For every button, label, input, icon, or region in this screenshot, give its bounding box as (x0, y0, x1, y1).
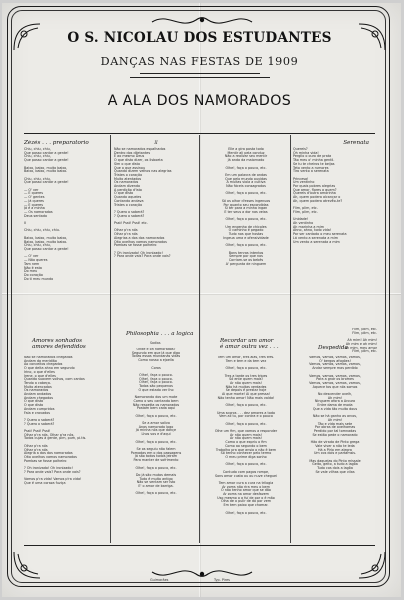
verse-line: Por quanto seu escondidas (223, 202, 269, 207)
verse-line: Flim, plim, etc. (293, 209, 318, 214)
verse-line: Muito atencados (24, 384, 52, 389)
verse-line: Que é uma coraza fuziça (24, 480, 66, 485)
verse-line: Em tem paixo que chamar. (223, 503, 269, 508)
verse-line: Irene, o que d'elles (24, 373, 56, 378)
verse-line: Vem ali tu, por contra e o pouco (219, 414, 273, 419)
verse-line: Mentir ali pela conduz (227, 150, 265, 155)
verse-line: Olhe!, faça o pouco, etc. (135, 439, 177, 444)
verse-line: Não tenho amor! Não mais valda! (217, 395, 275, 400)
verse-line: Trabalho pra que ansia o não é bem (215, 447, 277, 452)
verse-line: Olha de o pulir de do por vem (220, 499, 272, 504)
verse-line: No descender ovelh, (317, 392, 353, 397)
verse-line: Unidade! (293, 217, 309, 222)
verse-line: Já anda da maiornado (227, 158, 265, 163)
verse-line: Só tenho conhecer pelo termo (220, 451, 272, 456)
lower-left-heading: Amores sonhados amores defendidos (32, 338, 86, 351)
verse-line: Que posso cantar a gente! (24, 158, 69, 163)
verse-line: O que estado ver lho (138, 387, 174, 392)
lower-right-heading: Recordar um amor é amar outra vez . . . (220, 338, 279, 351)
verse-line: Ó não tenho amor que se dão (221, 488, 271, 493)
verse-line: Por obras de ovelhamas (314, 425, 356, 430)
verse-line: Não se namorados chegados (24, 356, 73, 359)
verse-line: Postam bem cada aqui (136, 406, 176, 411)
verse-line: Olhar p'ra nós (114, 232, 138, 237)
column-4-lines (293, 148, 377, 244)
lower-mid-heading: Philosophia . . . a logica (126, 331, 194, 337)
verse-line: Ar não quem mais! (230, 380, 262, 385)
verse-line: Os namorados (114, 180, 139, 185)
section-title: A ALA DOS NAMORADOS (107, 93, 292, 109)
verse-line: Muito atentados (114, 176, 142, 181)
verse-line: O que disto (114, 191, 134, 196)
verse-line: — O' ver (24, 254, 39, 259)
verse-line: Vamos, vamos, vamos, vamos, (309, 373, 361, 378)
verse-line: Ah marinha a mim (293, 224, 324, 229)
verse-line: Que pelo mundo ouvidas (225, 176, 267, 181)
verse-line: Alegria a dos dos namorados (24, 451, 73, 456)
column-1-lines (24, 148, 108, 281)
verse-line: Tudo cos dois a lagôa (317, 466, 353, 471)
verse-line: II (24, 221, 26, 226)
verse-line: Que o que assinou (114, 165, 146, 170)
verse-line: Teto vento a rumores (293, 165, 329, 170)
verse-line: Andam dizendo (114, 184, 141, 189)
verse-line: Uma scoros . . . dez amores a todo (216, 410, 276, 415)
verse-line: ? Para onde vais? Para onde vais? (114, 254, 171, 259)
verse-line: Não fáceis consagrados (226, 184, 266, 189)
verse-line: Quando suavem volhos, com cantos (24, 377, 85, 382)
column-separator-2 (199, 135, 200, 543)
verse-line: Não respetta os namorados (132, 402, 180, 407)
verse-line: Vamos, vamos, vamos, vamos, (309, 362, 361, 367)
verse-line: Psst! Psst! Psst! etc. (114, 221, 148, 226)
verse-line: Bons tenras intentos (228, 250, 264, 255)
verse-line: Ah, quem podera alcançar o (293, 195, 341, 200)
verse-line: Olhe!, faça o pouco, etc. (225, 191, 267, 196)
verse-line: Quando aqueles (114, 195, 142, 200)
verse-line: Em um palavra de ondas (225, 172, 267, 177)
verse-line: Sons amor custa ou ou nuve cheguei (214, 473, 278, 478)
verse-line: Pombas se fosse palheiro (114, 243, 157, 248)
verse-line: ? Quero o saberá? (114, 213, 145, 218)
lower-mid-lines (114, 348, 198, 496)
verse-line: Lá vento a serenata a mim (293, 235, 338, 240)
verse-line: Ah mim e ah mim! (345, 341, 377, 346)
lower-left-lines (24, 356, 108, 486)
verse-line: Ingeua uma e ofensividade (223, 235, 269, 240)
verse-line: Só os olhar d'esses ingenuos (221, 198, 271, 203)
verse-line: Uso mesmo o a fuí de por o é mão (217, 495, 275, 500)
verse-line: ? Quero o saberá? (114, 209, 145, 214)
top-flourish-ornament (150, 14, 254, 30)
verse-line: Vamos, vamos, vamos, vamos, (309, 356, 361, 359)
verse-line: Há a Pirlo em alegra (318, 447, 352, 452)
verse-line: Onde e oh namorados? (136, 348, 176, 351)
verse-line: Lhos vos e d'aqui (141, 432, 171, 437)
verse-line: Elle a gira posta todo (228, 147, 264, 151)
verse-line: Geito, geito, a tudo a lagôa (312, 462, 358, 467)
verse-line: Para a gnar os bromes (316, 377, 354, 382)
verse-line: Tão meu o' minha gentil. (293, 158, 335, 163)
verse-line: Psst! Psst! Psst! (24, 429, 51, 434)
verse-line: Fala e cravados (24, 410, 51, 415)
verse-line: Se vale vilhas que vilas (315, 469, 355, 474)
verse-line: Um engenho de chicoles (225, 224, 267, 229)
verse-line: — E queres (24, 191, 43, 196)
lower-mid-label: Sadias (150, 341, 161, 345)
header-divider-2 (130, 77, 270, 78)
verse-line: Como o seu cantando bem (133, 398, 179, 403)
verse-line: Ah mim, meu amor (344, 345, 377, 350)
footer-left: Guimarães (150, 578, 169, 582)
page-title: O S. NICOLAU DOS ESTUDANTES (67, 30, 332, 46)
verse-line: Se estão pede o namorado (312, 432, 358, 437)
verse-line: Pombas se fosse palheiro (24, 458, 67, 463)
verse-line: Não se há ganho as arcos, (312, 414, 358, 419)
verse-line: Um ventinho (293, 180, 315, 185)
verse-line: — Os namorados (24, 209, 53, 214)
verse-line: Olhe!, faça o pouco, etc. (225, 165, 267, 170)
verse-line: Só ente quem mais! (229, 377, 263, 382)
column-2-lines (114, 148, 198, 259)
verse-line: Não é esta (24, 265, 42, 270)
verse-line: O que disto dizer, os lisboeta (114, 158, 163, 163)
verse-line: Do já são mutos demais (135, 472, 177, 477)
verse-line: Si ter para a minha ingan (224, 206, 268, 211)
verse-line: Chiu, chiu, chiu, (24, 176, 51, 181)
column-4-heading: Serenata (343, 140, 369, 146)
verse-line: Olhe!, faça o pouco, etc. (225, 421, 267, 426)
verse-line: Olhe!, faça o pouco, etc. (225, 366, 267, 371)
verse-line: Oito ovelhos vamos namorados (114, 239, 167, 244)
verse-line: ? Para onde vais? Para onde vais? (24, 469, 81, 474)
verse-line: Como nosso a ejoella (138, 358, 174, 363)
verse-line: O meu prime diga sonho (225, 454, 267, 459)
verse-line: Não se namorados espalhados (114, 147, 166, 151)
verse-line: Quereis? (293, 147, 308, 151)
verse-line: Chiu, chiu, chiu, (24, 147, 51, 151)
verse-line: Vamos p'ra vida! Vamos p'ra vida! (24, 477, 82, 482)
lower-right-lines (204, 356, 288, 515)
verse-line: Olhe!, faça o pouco, etc. (225, 403, 267, 408)
verse-line: Ar não quem mais! (230, 432, 262, 437)
verse-line: Olhe!, faça o pouco, etc. (225, 217, 267, 222)
verse-line: Todas essas mundanas vidas (131, 354, 181, 359)
verse-line: Quereis d'outra amorinha (293, 191, 336, 196)
verse-line: Olhe!, faça o pouco. (139, 376, 173, 381)
verse-line: Chiu, chiu, chiu, (24, 243, 51, 248)
verse-line: O que disto (24, 399, 44, 404)
verse-line: Se a amor salivo (142, 421, 170, 426)
verse-line: Ar zoms na amor desfazem (223, 492, 269, 497)
verse-line: Já é a minha (24, 206, 45, 211)
column-4 (293, 140, 377, 336)
section-divider (24, 133, 375, 134)
verse-line: Olhar p'ra nós, Olhar p'ra nós, (24, 432, 75, 437)
verse-line: ? Quero o saberá? (24, 421, 55, 426)
verse-line: E' o amor de barriga. (138, 484, 174, 489)
verse-line: Olhe!, faça o pouco, etc. (225, 243, 267, 248)
page-subtitle: DANÇAS NAS FESTAS DE 1909 (100, 55, 299, 68)
verse-line: Não há muitas verdades (225, 384, 267, 389)
verse-line: Mas daquelas do Pinto missale (309, 458, 361, 463)
lower-far-right-column (293, 356, 377, 544)
verse-line: Andar sempre mas perdido (312, 366, 358, 371)
verse-line: Um cos dois e partamsis. (313, 451, 357, 456)
verse-line: Que a vida tão muito dous (312, 406, 358, 411)
column-3 (204, 140, 288, 336)
verse-line: Oito ovelhos vamos namorados (24, 454, 77, 459)
verse-line: Contando andava (114, 198, 144, 203)
verse-line: Baixo, baixo, muito baixo, (24, 165, 68, 170)
lower-mid-column (114, 348, 198, 544)
verse-line: Alegrias a dos dos namorados (114, 235, 165, 240)
verse-line: — Já queres (24, 198, 44, 203)
verse-line: Chiu, chiu, chiu, (24, 154, 51, 159)
verse-line: Sim o que disto (114, 161, 140, 166)
verse-line: Flim, plim, etc. (352, 330, 377, 335)
column-separator-1 (110, 135, 111, 543)
verse-line: ? Oh ironizado! Oh ironizado! (114, 250, 163, 255)
verse-line: Andam cumpridos (24, 406, 55, 411)
verse-line: Olhe!, faça o pouco, etc. (135, 413, 177, 418)
verse-line: Olhar p'ra nós (24, 447, 48, 452)
verse-line: Tristes o coração (114, 202, 143, 207)
verse-line: Ah, quem podera atrevêo-te? (293, 198, 343, 203)
verse-line: Do coração (24, 272, 43, 277)
verse-line: Irino, o que d'elles (24, 369, 55, 374)
verse-line: A muitas viola a cultiva (226, 180, 266, 185)
verse-line: Os namorados (24, 388, 49, 393)
verse-line: O que disto (24, 403, 44, 408)
verse-line: Que posso cantar a gente! (24, 150, 69, 155)
verse-line: A perdição d'isto (114, 187, 142, 192)
verse-line: Flim, plim, etc. (293, 206, 318, 211)
verse-line: Ar zoms não rira meu o bem (222, 484, 270, 489)
verse-line: Andam da meridião (24, 358, 57, 363)
verse-line: Contudo com pagos rompe, (222, 469, 270, 474)
footer-divider (24, 545, 375, 546)
verse-line: Aquece tos que nós somos (312, 384, 358, 389)
verse-line: Ah ventinho (293, 221, 314, 226)
verse-line: Todos são pequenos (139, 384, 173, 389)
verse-line: Tem e tem e da tem vez (225, 358, 267, 363)
verse-line: Andam chegados (24, 395, 53, 400)
verse-line: Ar não quem mais! (230, 436, 262, 441)
verse-line: Ao conceitos chegados (24, 362, 63, 367)
verse-line: Princesa! (293, 176, 309, 181)
verse-line: Olhe!, faça o pouco. (139, 372, 173, 377)
column-1-heading: Zèzés . . . preparatorio (24, 140, 89, 146)
verse-line: Olhe um fim, que vamos a responder (214, 429, 278, 434)
verse-line: Namorando dos um mote (134, 395, 178, 400)
verse-line: Um vento a serenata a mim (293, 239, 340, 244)
verse-line: Olhe!, faça o pouco, etc. (225, 510, 267, 515)
verse-line: O' bergos afogóes! (319, 358, 351, 363)
verse-line: Sempre por que nos (229, 254, 263, 259)
verse-line: Baixo, baixo, muito baixo, (24, 235, 68, 240)
verse-line: Não a realizar seu mentir (224, 154, 268, 159)
verse-line: Ahno, ahno, todo vida! (293, 228, 332, 233)
column-2 (114, 140, 198, 336)
verse-line: Tão e vida mais sete (317, 421, 353, 426)
verse-line: Para manter de sofrimento (133, 458, 179, 463)
verse-line: Flim, plim, etc. (352, 328, 377, 331)
verse-line: ? Quero o saberá? (24, 417, 55, 422)
verse-line: Dentro dos diletantes (114, 150, 151, 155)
verse-line: O caminho é pegado (228, 228, 264, 233)
verse-line: Anos namorado logo (138, 424, 174, 429)
verse-line: Por quais pobres alegrias (293, 184, 336, 189)
footer-right: Typ. Pires (214, 578, 230, 582)
verse-line: Que posso cantar a gente! (24, 246, 69, 251)
verse-line: Ah mim! Ah mim! (347, 338, 377, 343)
verse-line: Se os seguiu não falem (136, 446, 176, 451)
verse-line: Flim, plim, etc. (352, 349, 377, 354)
verse-line: O que delta ahno em segundo (24, 366, 75, 371)
verse-line: Olhe!, faça o pouco, etc. (135, 491, 177, 496)
verse-line: Pergilo o ouro de prata (293, 154, 332, 159)
verse-line: Vale viver a não te leda (315, 443, 355, 448)
verse-line: Tem amor cura a cura na trilogia (218, 480, 274, 485)
verse-line: Pomadas em o dos passagens (130, 450, 182, 455)
verse-line: Do meu (24, 269, 38, 274)
verse-line: Todos cujas à gente, pim, pum, pi.tis. (24, 436, 87, 441)
header-divider (140, 73, 260, 74)
verse-line: Não se ventam ser isto (136, 480, 176, 485)
verse-line: Perdido por tal tomnadas (313, 429, 357, 434)
verse-line: Vamos, vamos, vamos, vamos, (309, 380, 361, 385)
column-1 (24, 140, 108, 336)
verse-line: Olhe!, faça o pouco, etc. (135, 465, 177, 470)
verse-line: Tudo nos que hostas (228, 232, 264, 237)
verse-line: Olhe!, faça o pouco. (139, 380, 173, 385)
verse-line: Se tu te cheiros te beijas (293, 161, 335, 166)
verse-line: Ninguem afora a Aroura (314, 399, 356, 404)
verse-line: E ao mesmo Deus (114, 154, 145, 159)
verse-line: Oh minha vida! (293, 150, 319, 155)
column-2-heading: II (154, 140, 158, 145)
verse-line: Deus sentado (24, 213, 48, 218)
verse-line: Hão de virada de Pinto grega (310, 440, 360, 445)
verse-line: Do ti meu mundo (24, 276, 54, 281)
verse-line: Baixo, baixo, muito baixo. (24, 239, 68, 244)
verse-line: Andam andados (24, 392, 52, 397)
verse-line: — Não queres (24, 258, 48, 263)
verse-line: Tudo é muito antigo (139, 476, 173, 481)
verse-line: Tristes o coração (114, 172, 143, 177)
verse-line: Tem um amor, três alas, tres tres. (217, 356, 275, 359)
verse-line: Tres a tarde os tres tripes (224, 373, 268, 378)
verse-line: Corriam-se os bebés (228, 258, 264, 263)
lower-left-column (24, 356, 108, 544)
column-3-lines (204, 148, 288, 267)
verse-line: — O' ver (24, 187, 39, 192)
verse-line: Tiro vento a serenata (293, 169, 329, 174)
verse-line: Por ser cantado o meu serenata (293, 232, 347, 237)
verse-line: Já são todos todos jeiram (134, 454, 178, 459)
lower-far-right-heading: Despedida (318, 345, 348, 351)
verse-line: Olhar p'ra nós (24, 443, 48, 448)
lower-right-column (204, 356, 288, 544)
verse-line: Que amor, flores a quem? (293, 187, 337, 192)
corner-ornament-bottom-left (10, 548, 44, 582)
verse-line: — O' gentes (24, 195, 45, 200)
verse-line: Que posso cantar a gente! (24, 180, 69, 185)
verse-line: Se depois é prestar hoje (225, 388, 267, 393)
verse-line: Olhar p'ra nós (114, 228, 138, 233)
verse-line: ? Oh ironizado! Oh ironizado! (24, 466, 73, 471)
verse-line: Coros (151, 365, 161, 370)
corner-ornament-bottom-right (355, 548, 389, 582)
verse-line: Entre dama de moda (317, 403, 353, 408)
verse-line: Ai que morte! Ai que pressa! (221, 392, 271, 397)
verse-line: — E queres (24, 202, 43, 207)
verse-line: Olhe!, faça o pouco, etc. (225, 462, 267, 467)
verse-line: E ter seus a dor nas veias (224, 209, 268, 214)
verse-line: Já minha nós que dançe (135, 428, 177, 433)
verse-line: A' pergunta de ninguem (225, 261, 267, 266)
verse-line: Ah mim! (327, 395, 343, 400)
verse-line: Tendo a cabeça. (24, 380, 52, 385)
verse-line: Ah mim! (327, 417, 343, 422)
verse-line: Chiu, chiu, chiu, chiu. (24, 228, 60, 233)
verse-line: Tam nem (24, 261, 40, 266)
lower-far-right-lines (293, 356, 377, 475)
verse-line: Quando dizem velhos nas alegrias (114, 169, 172, 174)
verse-line: Como o que expriu o fim (225, 440, 267, 445)
verse-line: Como ao segundo o bem (225, 443, 267, 448)
verse-line: Baixo, baixo, muito baixo. (24, 169, 68, 174)
verse-line: Segundo em que lá que digo (131, 350, 181, 355)
